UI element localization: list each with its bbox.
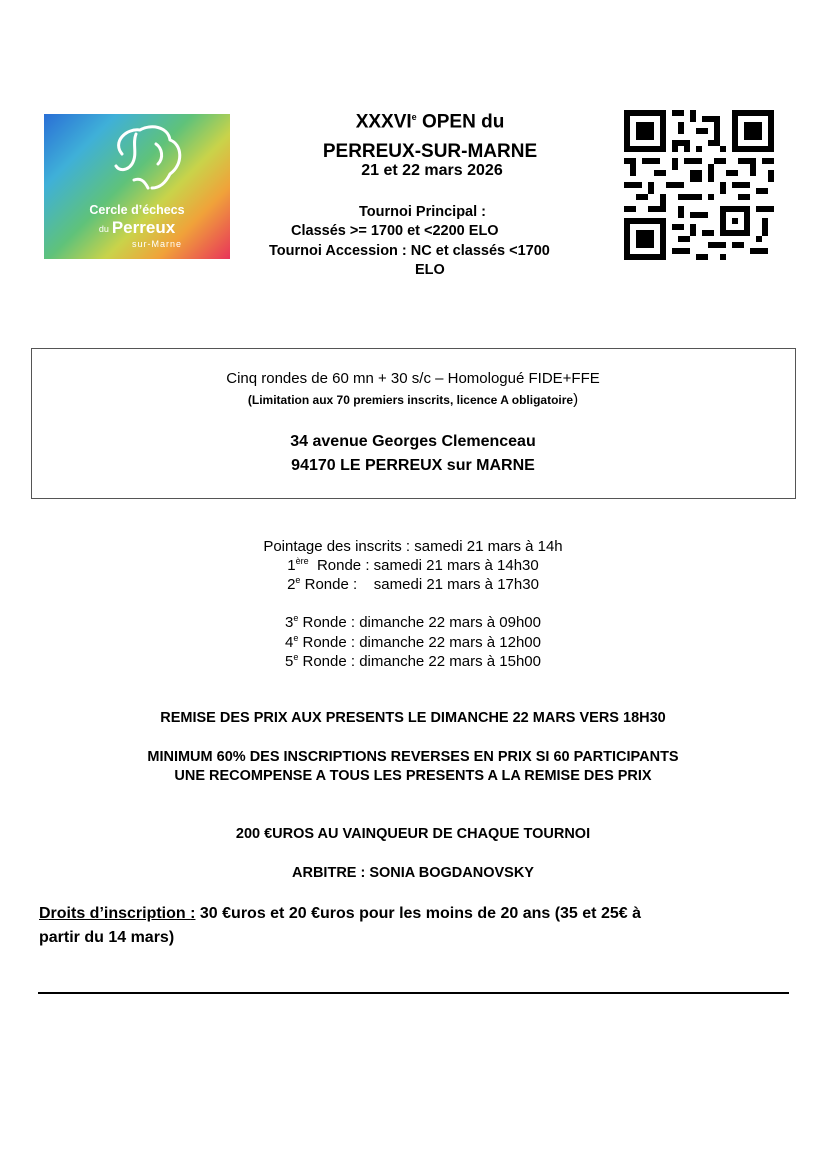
tournoi-principal: Tournoi Principal : [359,204,487,220]
address-line1: 34 avenue Georges Clemenceau [290,433,536,450]
address-line2: 94170 LE PERREUX sur MARNE [291,457,535,474]
tournoi-elo: ELO [415,262,445,278]
round-4: 4e Ronde : dimanche 22 mars à 12h00 [284,633,541,651]
event-date: 21 et 22 mars 2026 [361,162,503,179]
pointage: Pointage des inscrits : samedi 21 mars à 14h [263,538,563,555]
fees-line1: Droits d’inscription : 30 €uros et 20 €uros pour les moins de 20 ans (35 et 25€ à [39,905,641,922]
logo-line1: Cercle d’échecs [89,203,185,217]
tournoi-accession: Tournoi Accession : NC et classés <1700 [269,243,550,259]
tournoi-classes: Classés >= 1700 et <2200 ELO [291,223,499,239]
logo-line3: sur-Marne [132,239,183,249]
divider-line [38,992,789,994]
round-2: 2e Ronde : samedi 21 mars à 17h30 [287,575,539,593]
club-logo [44,114,230,259]
fees-label: Droits d’inscription [39,905,191,922]
rondes-info: Cinq rondes de 60 mn + 30 s/c – Homologué FIDE+FFE [226,370,600,387]
round-5: 5e Ronde : dimanche 22 mars à 15h00 [284,652,541,670]
limitation-info: (Limitation aux 70 premiers inscrits, licence A obligatoire) [247,391,579,408]
event-title: XXXVIe OPEN du PERREUX-SUR-MARNE [322,111,538,163]
fees-line2: partir du 14 mars) [39,929,175,946]
vainqueur-prix: 200 €UROS AU VAINQUEUR DE CHAQUE TOURNOI [235,826,591,842]
round-3: 3e Ronde : dimanche 22 mars à 09h00 [284,613,541,631]
minimum-prix: MINIMUM 60% DES INSCRIPTIONS REVERSES EN PRIX SI 60 PARTICIPANTS [147,749,679,765]
round-1: 1ère Ronde : samedi 21 mars à 14h30 [287,556,539,574]
recompense: UNE RECOMPENSE A TOUS LES PRESENTS A LA REMISE DES PRIX [174,768,652,784]
arbitre: ARBITRE : SONIA BOGDANOVSKY [292,865,534,881]
remise-des-prix: REMISE DES PRIX AUX PRESENTS LE DIMANCHE 22 MARS VERS 18H30 [160,710,666,726]
qr-code-icon [624,110,774,260]
logo-line2: du Perreux [98,218,176,237]
